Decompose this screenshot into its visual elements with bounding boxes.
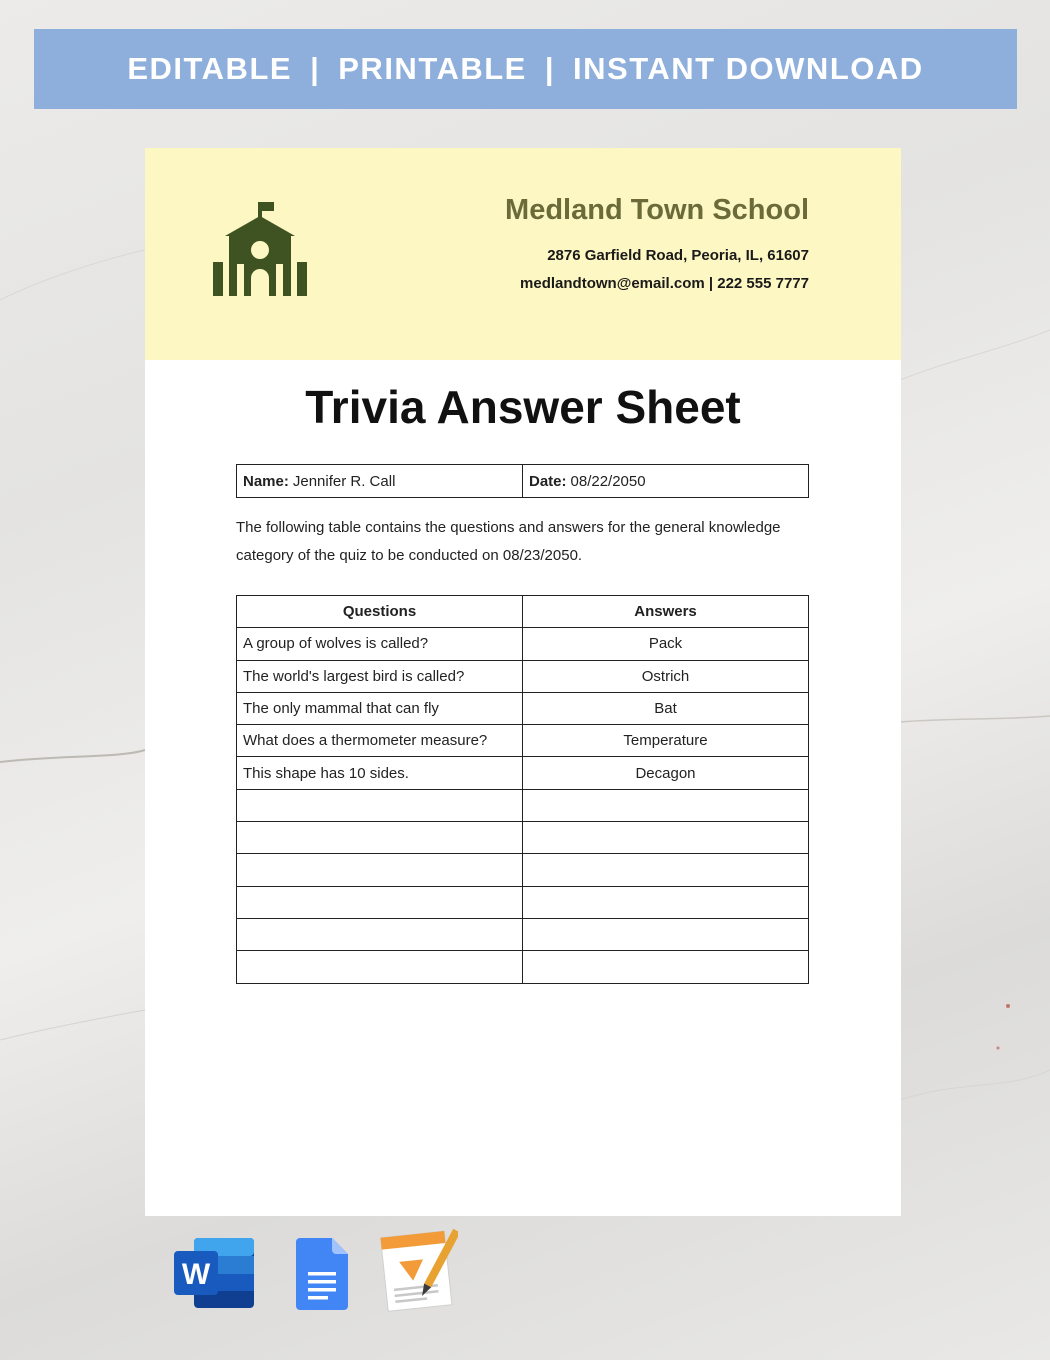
- date-value: 08/22/2050: [570, 472, 646, 490]
- table-row: [237, 757, 809, 789]
- answer-cell[interactable]: [523, 789, 809, 821]
- answer-cell[interactable]: Pack: [523, 628, 809, 660]
- answer-cell[interactable]: Decagon: [523, 757, 809, 789]
- table-row: [237, 886, 809, 918]
- question-cell[interactable]: [237, 854, 523, 886]
- document-page: [145, 148, 901, 1216]
- table-row: [237, 692, 809, 724]
- info-table: [236, 464, 809, 498]
- microsoft-word-icon[interactable]: [174, 1238, 254, 1308]
- answer-cell[interactable]: [523, 854, 809, 886]
- banner-separator: |: [544, 51, 556, 86]
- question-cell[interactable]: [237, 789, 523, 821]
- school-building-icon: [211, 200, 309, 298]
- date-cell[interactable]: [522, 465, 808, 497]
- apple-pages-icon[interactable]: [378, 1226, 458, 1312]
- answer-cell[interactable]: Ostrich: [523, 660, 809, 692]
- question-cell[interactable]: [237, 822, 523, 854]
- table-row: [237, 628, 809, 660]
- table-row: [237, 789, 809, 821]
- qa-table: [236, 595, 809, 984]
- question-cell[interactable]: [237, 886, 523, 918]
- school-header: [145, 148, 901, 360]
- table-row: [237, 822, 809, 854]
- question-cell[interactable]: The only mammal that can fly: [237, 692, 523, 724]
- answer-cell[interactable]: [523, 886, 809, 918]
- name-cell[interactable]: [237, 465, 522, 497]
- answer-cell[interactable]: [523, 951, 809, 983]
- name-label: Name:: [243, 472, 289, 490]
- question-cell[interactable]: This shape has 10 sides.: [237, 757, 523, 789]
- answer-cell[interactable]: Bat: [523, 692, 809, 724]
- answer-cell[interactable]: [523, 918, 809, 950]
- table-row: [237, 725, 809, 757]
- name-value: Jennifer R. Call: [292, 472, 396, 490]
- question-cell[interactable]: What does a thermometer measure?: [237, 725, 523, 757]
- google-docs-icon[interactable]: [296, 1238, 348, 1310]
- question-cell[interactable]: The world's largest bird is called?: [237, 660, 523, 692]
- column-header-answers: Answers: [523, 596, 809, 628]
- banner-item-instant-download: INSTANT DOWNLOAD: [573, 51, 924, 86]
- answer-cell[interactable]: [523, 822, 809, 854]
- table-row: [237, 951, 809, 983]
- school-address: 2876 Garfield Road, Peoria, IL, 61607: [547, 247, 809, 264]
- question-cell[interactable]: A group of wolves is called?: [237, 628, 523, 660]
- table-row: [237, 660, 809, 692]
- answer-cell[interactable]: Temperature: [523, 725, 809, 757]
- banner-separator: |: [310, 51, 321, 86]
- school-contact: medlandtown@email.com | 222 555 7777: [520, 275, 809, 292]
- column-header-questions: Questions: [237, 596, 523, 628]
- question-cell[interactable]: [237, 918, 523, 950]
- question-cell[interactable]: [237, 951, 523, 983]
- table-row: [237, 918, 809, 950]
- feature-banner: [34, 29, 1017, 109]
- page-title: Trivia Answer Sheet: [305, 381, 741, 433]
- school-name: Medland Town School: [505, 194, 809, 226]
- banner-item-printable: PRINTABLE: [338, 51, 527, 86]
- intro-paragraph: The following table contains the questions and answers for the general knowledge category of the quiz to be conducted on 08/23/2050.: [236, 519, 781, 564]
- svg-text:W: W: [181, 1258, 211, 1291]
- table-header-row: [237, 596, 809, 628]
- date-label: Date:: [529, 472, 567, 490]
- banner-item-editable: EDITABLE: [127, 51, 293, 86]
- table-row: [237, 854, 809, 886]
